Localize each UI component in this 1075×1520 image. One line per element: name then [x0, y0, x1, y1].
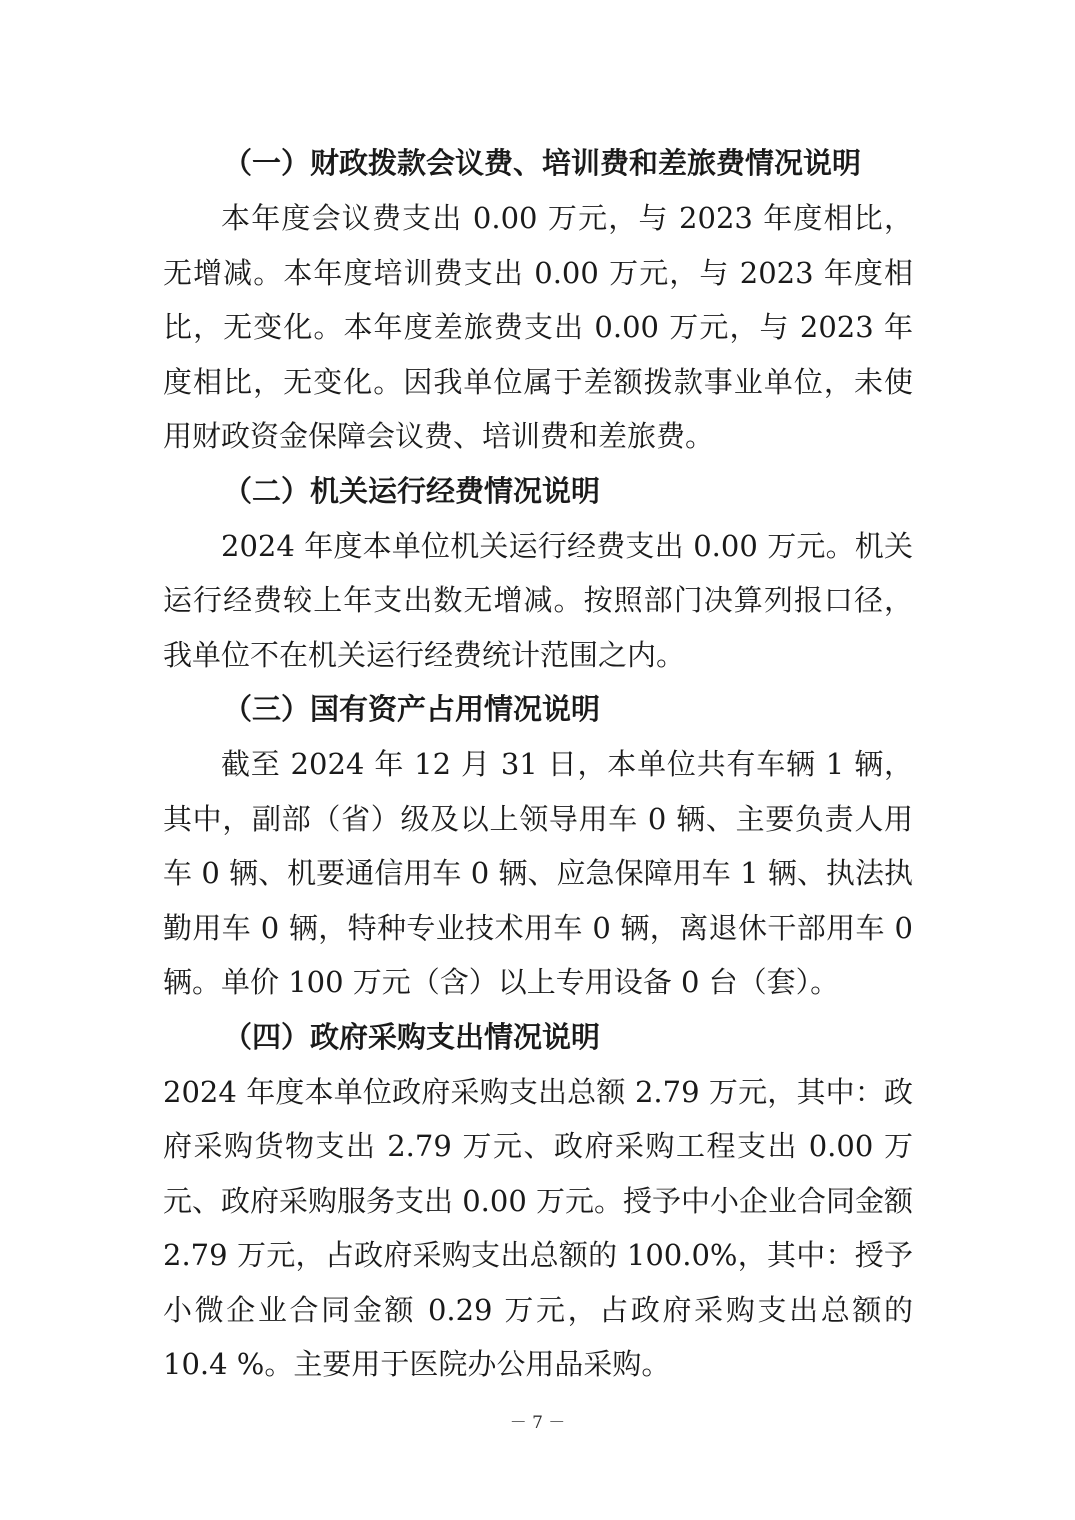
section-paragraph-operating-expenses: 2024 年度本单位机关运行经费支出 0.00 万元。机关运行经费较上年支出数无增减。按照部门决算列报口径，我单位不在机关运行经费统计范围之内。 [163, 528, 913, 672]
section-heading-government-procurement: （四）政府采购支出情况说明 [223, 1019, 601, 1054]
section-heading-operating-expenses: （二）机关运行经费情况说明 [223, 473, 601, 508]
section-paragraph-government-procurement: 2024 年度本单位政府采购支出总额 2.79 万元，其中：政府采购货物支出 2.79 万元、政府采购工程支出 0.00 万元、政府采购服务支出 0.00 万元。授予中小企业合同金额 2.79 万元，占政府采购支出总额的 100.0%，其中：授予小微企业合同金额 0.29 万元，占政府采购支出总额的 10.4 %。主要用于医院办公用品采购。 [163, 1074, 914, 1381]
section-paragraph-meeting-training-travel: 本年度会议费支出 0.00 万元，与 2023 年度相比，无增减。本年度培训费支出 0.00 万元，与 2023 年度相比，无变化。本年度差旅费支出 0.00 万元，与 2023 年度相比，无变化。因我单位属于差额拨款事业单位，未使用财政资金保障会议费、培训费和差旅费。 [163, 201, 913, 453]
page-number: － 7 － [509, 1413, 566, 1433]
section-heading-state-assets: （三）国有资产占用情况说明 [223, 692, 601, 726]
document-body [163, 136, 913, 1392]
section-paragraph-state-assets: 截至 2024 年 12 月 31 日，本单位共有车辆 1 辆，其中，副部（省）级及以上领导用车 0 辆、主要负责人用车 0 辆、机要通信用车 0 辆、应急保障用车 1 辆、执法执勤用车 0 辆，特种专业技术用车 0 辆，离退休干部用车 0 辆。单价 100 万元（含）以上专用设备 0 台（套）。 [163, 747, 913, 999]
section-heading-meeting-training-travel: （一）财政拨款会议费、培训费和差旅费情况说明 [223, 146, 862, 180]
